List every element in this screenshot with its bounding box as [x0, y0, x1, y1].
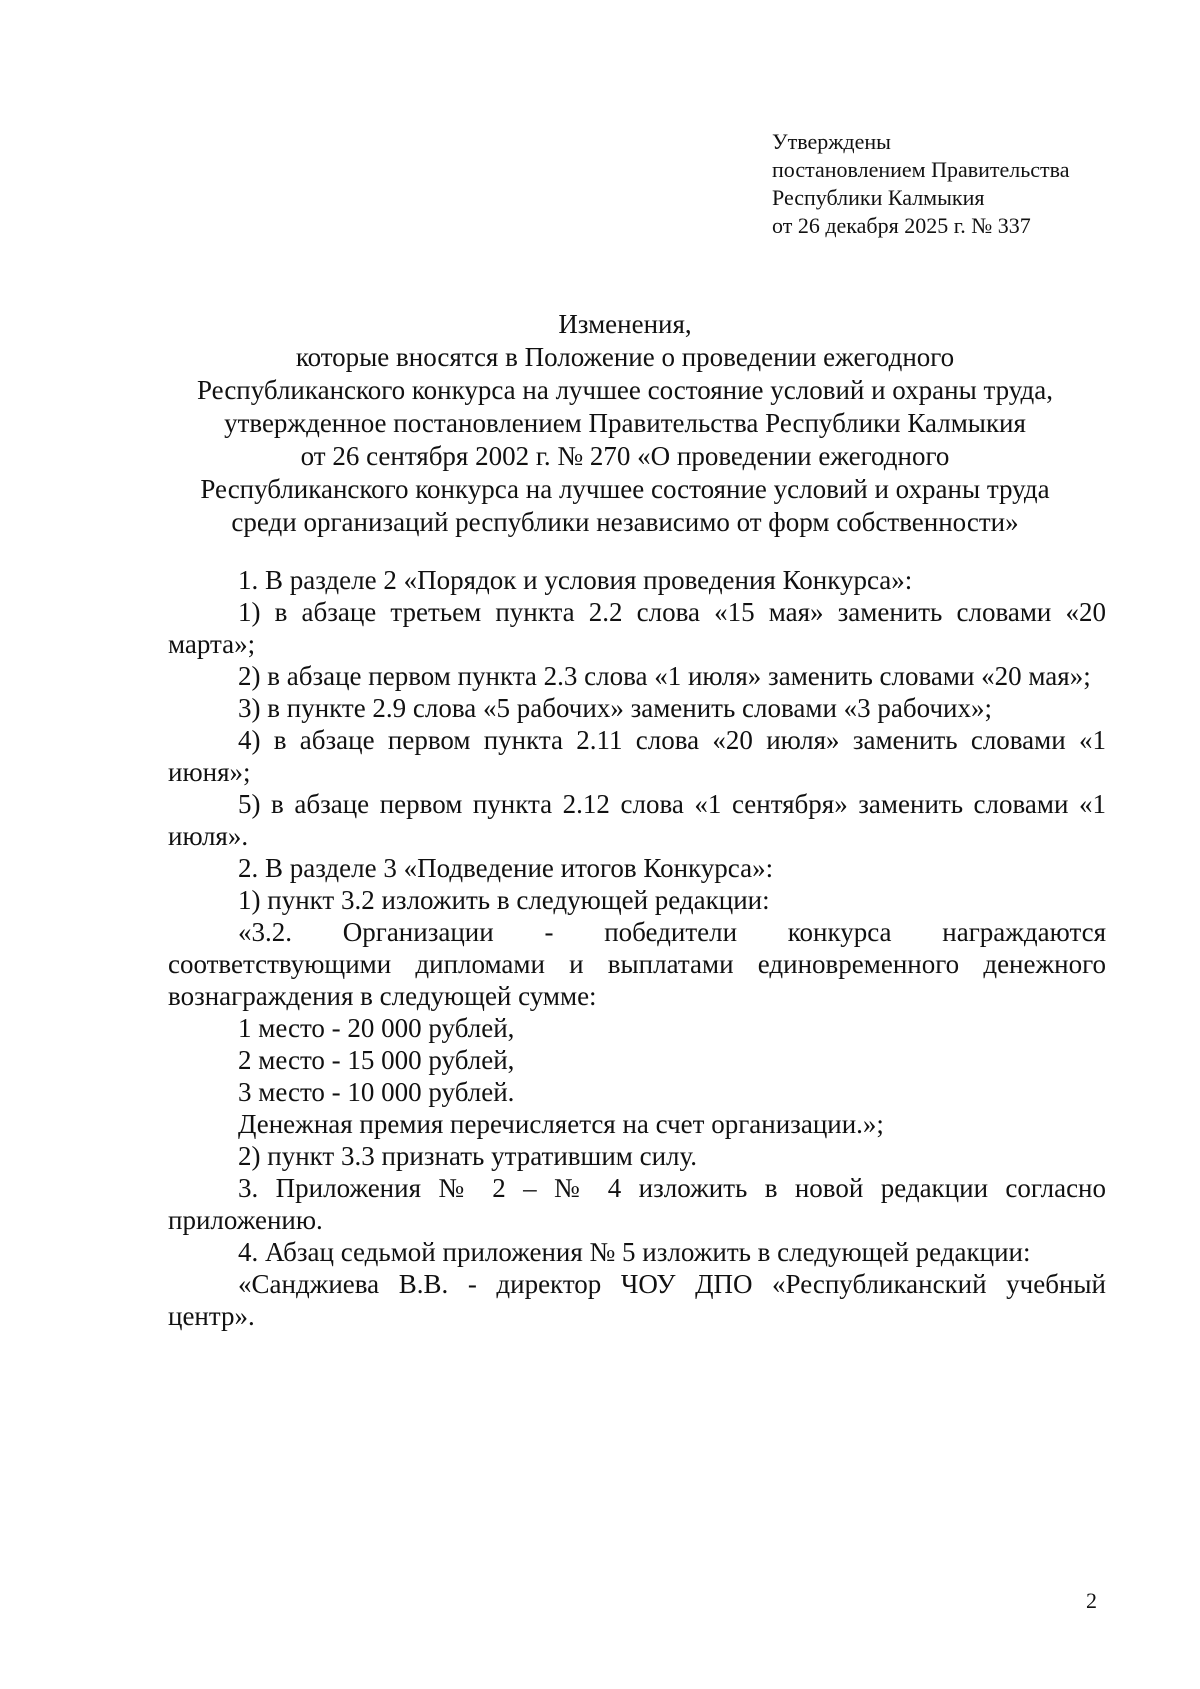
- title-line: Республиканского конкурса на лучшее состояние условий и охраны труда,: [197, 375, 1053, 405]
- paragraph: 4. Абзац седьмой приложения № 5 изложить в следующей редакции:: [238, 1237, 1031, 1267]
- approval-line: постановлением Правительства: [772, 157, 1070, 182]
- paragraph: Денежная премия перечисляется на счет организации.»;: [238, 1109, 884, 1139]
- paragraph: «3.2. Организации - победители конкурса награждаются соответствующими дипломами и выплатами единовременного денежного вознаграждения в следующей сумме:: [168, 917, 1106, 1011]
- title-line: утвержденное постановлением Правительства Республики Калмыкия: [224, 408, 1026, 438]
- paragraph: 5) в абзаце первом пункта 2.12 слова «1 сентября» заменить словами «1 июля».: [168, 789, 1106, 851]
- paragraph: 3 место - 10 000 рублей.: [238, 1077, 515, 1107]
- title-line: среди организаций республики независимо от форм собственности»: [231, 507, 1019, 537]
- approval-line: Утверждены: [772, 129, 891, 154]
- paragraph: 1. В разделе 2 «Порядок и условия проведения Конкурса»:: [238, 565, 913, 595]
- approval-line: Республики Калмыкия: [772, 185, 985, 210]
- paragraph: 2 место - 15 000 рублей,: [238, 1045, 515, 1075]
- page-number: 2: [1086, 1588, 1097, 1613]
- paragraph: «Санджиева В.В. - директор ЧОУ ДПО «Республиканский учебный центр».: [168, 1269, 1106, 1331]
- paragraph: 4) в абзаце первом пункта 2.11 слова «20 июля» заменить словами «1 июня»;: [168, 725, 1106, 787]
- title-line: от 26 сентября 2002 г. № 270 «О проведении ежегодного: [300, 441, 950, 471]
- title-line: Изменения,: [558, 309, 692, 339]
- paragraph: 3. Приложения № 2 – № 4 изложить в новой редакции согласно приложению.: [168, 1173, 1106, 1235]
- paragraph: 1) в абзаце третьем пункта 2.2 слова «15 мая» заменить словами «20 марта»;: [168, 597, 1106, 659]
- title-line: которые вносятся в Положение о проведении ежегодного: [295, 342, 955, 372]
- title-line: Республиканского конкурса на лучшее состояние условий и охраны труда: [200, 474, 1050, 504]
- document-body: [168, 564, 1106, 1332]
- paragraph: 3) в пункте 2.9 слова «5 рабочих» заменить словами «3 рабочих»;: [238, 693, 992, 723]
- paragraph: 2) пункт 3.3 признать утратившим силу.: [238, 1141, 698, 1171]
- approval-line: от 26 декабря 2025 г. № 337: [772, 213, 1031, 238]
- paragraph: 2) в абзаце первом пункта 2.3 слова «1 июля» заменить словами «20 мая»;: [238, 661, 1091, 691]
- paragraph: 1) пункт 3.2 изложить в следующей редакции:: [238, 885, 770, 915]
- paragraph: 2. В разделе 3 «Подведение итогов Конкурса»:: [238, 853, 774, 883]
- document-title: [150, 308, 1100, 539]
- approval-stamp: [772, 128, 1070, 240]
- paragraph: 1 место - 20 000 рублей,: [238, 1013, 515, 1043]
